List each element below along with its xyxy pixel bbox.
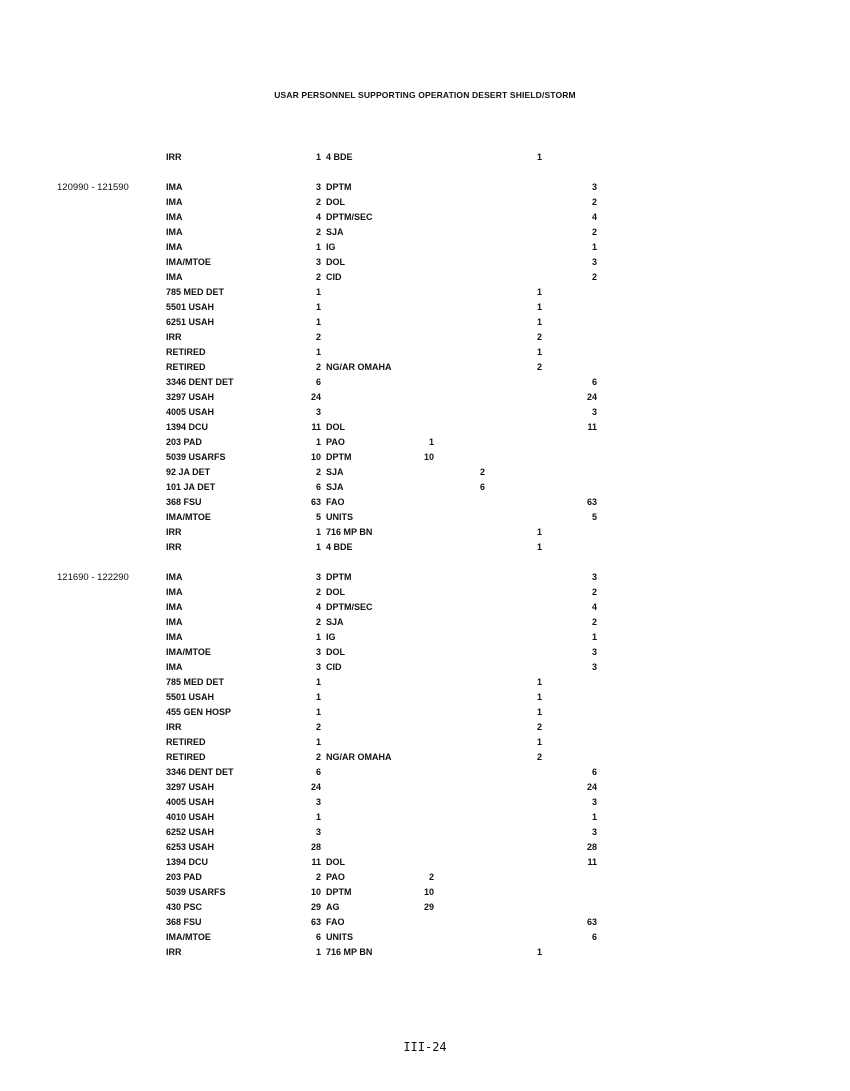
unit-cell: RETIRED [166,737,206,747]
personnel-count-cell: 3 [315,827,321,837]
unit-cell: 3297 USAH [166,782,215,792]
table-row [0,827,850,842]
personnel-count-cell: 1 [315,707,321,717]
assignment-cell: PAO [326,872,345,882]
column-d-count-cell: 2 [591,587,597,597]
unit-cell: 203 PAD [166,437,202,447]
table-row [0,617,850,632]
unit-cell: RETIRED [166,362,206,372]
table-row [0,782,850,797]
table-row [0,542,850,557]
personnel-count-cell: 2 [315,227,321,237]
assignment-cell: DPTM [326,452,352,462]
table-row [0,767,850,782]
personnel-count-cell: 2 [315,467,321,477]
assignment-cell: IG [326,632,336,642]
date-range-cell: 121690 - 122290 [57,572,129,583]
table-row [0,722,850,737]
personnel-count-cell: 1 [315,347,321,357]
table-row [0,917,850,932]
unit-cell: 4010 USAH [166,812,215,822]
column-d-count-cell: 1 [591,812,597,822]
assignment-cell: DPTM [326,182,352,192]
personnel-count-cell: 1 [315,812,321,822]
unit-cell: IMA [166,272,183,282]
assignment-cell: 4 BDE [326,542,353,552]
column-d-count-cell: 28 [586,842,597,852]
column-c-count-cell: 1 [536,527,542,537]
table-row [0,872,850,887]
unit-cell: 368 FSU [166,917,202,927]
column-d-count-cell: 2 [591,272,597,282]
assignment-cell: NG/AR OMAHA [326,752,392,762]
table-row [0,437,850,452]
assignment-cell: DOL [326,422,345,432]
unit-cell: 368 FSU [166,497,202,507]
column-a-count-cell: 1 [428,437,434,447]
personnel-count-cell: 3 [315,647,321,657]
personnel-count-cell: 63 [310,497,321,507]
table-row [0,572,850,587]
unit-cell: 1394 DCU [166,857,209,867]
table-row [0,662,850,677]
table-row [0,257,850,272]
assignment-cell: 4 BDE [326,152,353,162]
table-row [0,392,850,407]
personnel-count-cell: 24 [310,392,321,402]
personnel-count-cell: 3 [315,182,321,192]
assignment-cell: NG/AR OMAHA [326,362,392,372]
assignment-cell: 716 MP BN [326,947,373,957]
assignment-cell: SJA [326,467,344,477]
unit-cell: 203 PAD [166,872,202,882]
column-a-count-cell: 10 [423,452,434,462]
column-d-count-cell: 63 [586,917,597,927]
column-b-count-cell: 2 [479,467,485,477]
assignment-cell: DOL [326,647,345,657]
unit-cell: 5501 USAH [166,302,215,312]
assignment-cell: DPTM/SEC [326,212,373,222]
table-row [0,152,850,167]
unit-cell: IMA [166,212,183,222]
assignment-cell: UNITS [326,512,353,522]
column-c-count-cell: 1 [536,152,542,162]
column-c-count-cell: 2 [536,362,542,372]
column-d-count-cell: 2 [591,197,597,207]
assignment-cell: PAO [326,437,345,447]
personnel-count-cell: 2 [315,587,321,597]
column-a-count-cell: 29 [423,902,434,912]
table-row [0,242,850,257]
unit-cell: 6252 USAH [166,827,215,837]
assignment-cell: SJA [326,227,344,237]
personnel-count-cell: 3 [315,572,321,582]
unit-cell: IMA/MTOE [166,647,211,657]
personnel-count-cell: 2 [315,197,321,207]
personnel-count-cell: 29 [310,902,321,912]
page-title: USAR PERSONNEL SUPPORTING OPERATION DESERT SHIELD/STORM [274,90,576,100]
column-c-count-cell: 1 [536,947,542,957]
unit-cell: IRR [166,542,182,552]
personnel-count-cell: 4 [315,212,321,222]
unit-cell: 455 GEN HOSP [166,707,232,717]
personnel-count-cell: 5 [315,512,321,522]
column-d-count-cell: 3 [591,827,597,837]
column-d-count-cell: 3 [591,647,597,657]
personnel-count-cell: 1 [315,242,321,252]
table-row [0,332,850,347]
unit-cell: RETIRED [166,752,206,762]
column-d-count-cell: 3 [591,572,597,582]
table-row [0,482,850,497]
unit-cell: IRR [166,947,182,957]
personnel-count-cell: 1 [315,947,321,957]
personnel-table [0,152,850,962]
unit-cell: 430 PSC [166,902,203,912]
table-row [0,272,850,287]
unit-cell: IRR [166,722,182,732]
table-row [0,467,850,482]
table-row [0,407,850,422]
column-c-count-cell: 2 [536,722,542,732]
unit-cell: 5039 USARFS [166,452,226,462]
table-row [0,902,850,917]
table-row [0,602,850,617]
column-d-count-cell: 1 [591,632,597,642]
column-d-count-cell: 4 [591,602,597,612]
unit-cell: 92 JA DET [166,467,211,477]
column-c-count-cell: 2 [536,752,542,762]
personnel-count-cell: 1 [315,632,321,642]
column-d-count-cell: 2 [591,227,597,237]
column-c-count-cell: 1 [536,677,542,687]
column-c-count-cell: 1 [536,707,542,717]
table-row [0,587,850,602]
table-row [0,707,850,722]
column-c-count-cell: 1 [536,287,542,297]
assignment-cell: DOL [326,587,345,597]
assignment-cell: DOL [326,197,345,207]
personnel-count-cell: 2 [315,872,321,882]
assignment-cell: DPTM [326,887,352,897]
unit-cell: IRR [166,332,182,342]
personnel-count-cell: 4 [315,602,321,612]
personnel-count-cell: 6 [315,377,321,387]
personnel-count-cell: 2 [315,332,321,342]
personnel-count-cell: 6 [315,482,321,492]
unit-cell: IMA [166,182,183,192]
unit-cell: IMA [166,572,183,582]
assignment-cell: SJA [326,617,344,627]
table-row [0,197,850,212]
column-d-count-cell: 4 [591,212,597,222]
unit-cell: 3346 DENT DET [166,767,234,777]
personnel-count-cell: 6 [315,767,321,777]
assignment-cell: AG [326,902,340,912]
table-row [0,857,850,872]
table-row [0,227,850,242]
column-d-count-cell: 3 [591,182,597,192]
column-d-count-cell: 63 [586,497,597,507]
personnel-count-cell: 10 [310,887,321,897]
unit-cell: IMA [166,632,183,642]
assignment-cell: CID [326,272,342,282]
unit-cell: 4005 USAH [166,407,215,417]
table-row [0,692,850,707]
personnel-count-cell: 2 [315,362,321,372]
table-row [0,812,850,827]
unit-cell: 3346 DENT DET [166,377,234,387]
table-row [0,497,850,512]
column-d-count-cell: 6 [591,767,597,777]
column-d-count-cell: 6 [591,932,597,942]
column-d-count-cell: 2 [591,617,597,627]
table-row [0,737,850,752]
personnel-count-cell: 1 [315,152,321,162]
table-row [0,677,850,692]
personnel-count-cell: 11 [311,857,321,867]
table-row [0,752,850,767]
unit-cell: IMA [166,602,183,612]
personnel-count-cell: 11 [311,422,321,432]
table-row [0,422,850,437]
unit-cell: IMA [166,227,183,237]
assignment-cell: DOL [326,257,345,267]
unit-cell: 5039 USARFS [166,887,226,897]
personnel-count-cell: 1 [315,302,321,312]
table-row [0,842,850,857]
unit-cell: IMA/MTOE [166,932,211,942]
personnel-count-cell: 1 [315,542,321,552]
column-c-count-cell: 2 [536,332,542,342]
unit-cell: IMA [166,617,183,627]
column-d-count-cell: 11 [587,422,597,432]
personnel-count-cell: 2 [315,272,321,282]
assignment-cell: FAO [326,497,345,507]
assignment-cell: DOL [326,857,345,867]
unit-cell: IMA/MTOE [166,512,211,522]
assignment-cell: DPTM/SEC [326,602,373,612]
column-d-count-cell: 6 [591,377,597,387]
assignment-cell: DPTM [326,572,352,582]
column-d-count-cell: 11 [587,857,597,867]
unit-cell: 101 JA DET [166,482,216,492]
table-row [0,512,850,527]
unit-cell: IMA [166,662,183,672]
unit-cell: 3297 USAH [166,392,215,402]
unit-cell: IRR [166,152,182,162]
table-row [0,182,850,197]
table-row [0,887,850,902]
column-c-count-cell: 1 [536,542,542,552]
column-b-count-cell: 6 [479,482,485,492]
personnel-count-cell: 24 [310,782,321,792]
page-number: III-24 [403,1040,447,1054]
unit-cell: IRR [166,527,182,537]
table-row [0,212,850,227]
column-a-count-cell: 10 [423,887,434,897]
unit-cell: 785 MED DET [166,287,225,297]
personnel-count-cell: 3 [315,797,321,807]
column-a-count-cell: 2 [428,872,434,882]
unit-cell: 785 MED DET [166,677,225,687]
table-row [0,947,850,962]
assignment-cell: FAO [326,917,345,927]
column-c-count-cell: 1 [536,737,542,747]
column-d-count-cell: 3 [591,797,597,807]
assignment-cell: UNITS [326,932,353,942]
assignment-cell: CID [326,662,342,672]
assignment-cell: SJA [326,482,344,492]
personnel-count-cell: 1 [315,737,321,747]
column-d-count-cell: 3 [591,257,597,267]
personnel-count-cell: 3 [315,662,321,672]
personnel-count-cell: 3 [315,257,321,267]
table-row [0,377,850,392]
column-c-count-cell: 1 [536,302,542,312]
column-d-count-cell: 24 [586,392,597,402]
column-d-count-cell: 1 [591,242,597,252]
table-row [0,302,850,317]
unit-cell: IMA/MTOE [166,257,211,267]
personnel-count-cell: 63 [310,917,321,927]
column-d-count-cell: 3 [591,662,597,672]
table-row [0,932,850,947]
column-d-count-cell: 24 [586,782,597,792]
table-row [0,287,850,302]
personnel-count-cell: 1 [315,317,321,327]
personnel-count-cell: 2 [315,722,321,732]
unit-cell: 6251 USAH [166,317,215,327]
personnel-count-cell: 1 [315,692,321,702]
unit-cell: RETIRED [166,347,206,357]
personnel-count-cell: 3 [315,407,321,417]
column-d-count-cell: 5 [591,512,597,522]
column-c-count-cell: 1 [536,317,542,327]
table-row [0,797,850,812]
table-row [0,347,850,362]
column-c-count-cell: 1 [536,692,542,702]
assignment-cell: IG [326,242,336,252]
personnel-count-cell: 10 [310,452,321,462]
assignment-cell: 716 MP BN [326,527,373,537]
column-d-count-cell: 3 [591,407,597,417]
unit-cell: IMA [166,242,183,252]
unit-cell: 6253 USAH [166,842,215,852]
personnel-count-cell: 28 [310,842,321,852]
unit-cell: IMA [166,197,183,207]
personnel-count-cell: 1 [315,677,321,687]
personnel-count-cell: 2 [315,752,321,762]
table-row [0,452,850,467]
table-row [0,317,850,332]
personnel-count-cell: 2 [315,617,321,627]
table-row [0,527,850,542]
personnel-count-cell: 1 [315,287,321,297]
column-c-count-cell: 1 [536,347,542,357]
table-row [0,647,850,662]
unit-cell: 5501 USAH [166,692,215,702]
personnel-count-cell: 6 [315,932,321,942]
table-row [0,632,850,647]
personnel-count-cell: 1 [315,437,321,447]
unit-cell: IMA [166,587,183,597]
personnel-count-cell: 1 [315,527,321,537]
table-row [0,362,850,377]
unit-cell: 1394 DCU [166,422,209,432]
date-range-cell: 120990 - 121590 [57,182,129,193]
unit-cell: 4005 USAH [166,797,215,807]
